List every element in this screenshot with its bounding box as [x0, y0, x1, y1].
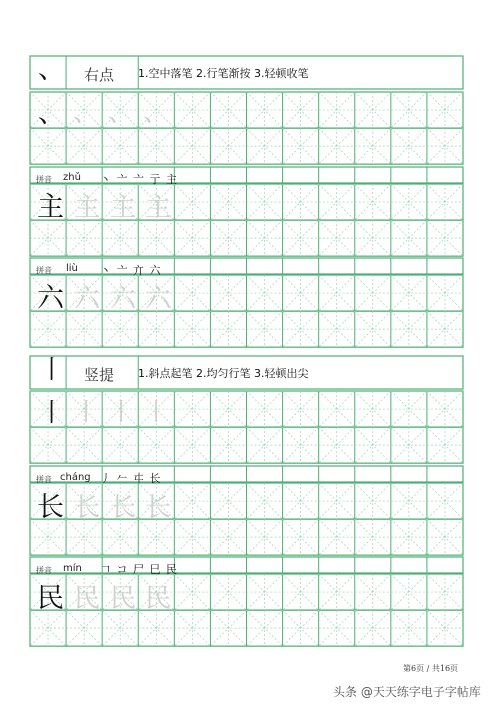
character-sample: 六: [37, 283, 64, 314]
stroke-order: 丶 亠 亣 六: [100, 264, 162, 277]
pinyin-label: 拼音: [36, 175, 52, 184]
character-sample: 长: [37, 492, 64, 523]
character-trace: 主: [145, 193, 172, 223]
character-trace: 主: [74, 193, 101, 223]
character-trace: 长: [145, 493, 172, 523]
character-trace: 六: [74, 284, 101, 314]
character-trace: 民: [110, 584, 137, 614]
pinyin: cháng: [60, 472, 91, 483]
stroke-name-2: 竖提: [84, 366, 115, 384]
character-trace: 长: [74, 493, 101, 523]
stroke-glyph-1: 、: [38, 54, 65, 85]
character-trace: 六: [145, 284, 172, 314]
character-trace: 主: [110, 193, 137, 223]
pinyin: zhǔ: [63, 172, 81, 183]
stroke-glyph-2: 〡: [38, 355, 65, 386]
character-sample: 民: [37, 583, 64, 614]
character-sample: 主: [37, 192, 64, 223]
stroke-sample-1: 、: [38, 98, 65, 129]
stroke-trace: 〡: [108, 398, 135, 428]
stroke-tips-1: 1.空中落笔 2.行笔渐按 3.轻顿收笔: [138, 67, 309, 80]
watermark: 头条 @天天练字电子字帖库: [333, 685, 481, 699]
character-trace: 六: [110, 284, 137, 314]
pinyin-label: 拼音: [36, 266, 52, 275]
stroke-trace: 、: [143, 98, 170, 128]
character-trace: 民: [145, 584, 172, 614]
stroke-trace: 〡: [73, 398, 100, 428]
stroke-order: 𠃍 コ 尸 巳 民: [100, 563, 178, 576]
stroke-trace: 、: [108, 98, 135, 128]
stroke-name-1: 右点: [84, 66, 115, 84]
stroke-order: 丿 𠂉 㐄 长: [100, 472, 162, 485]
stroke-trace: 、: [73, 98, 100, 128]
stroke-tips-2: 1.斜点起笔 2.均匀行笔 3.轻顿出尖: [138, 367, 309, 380]
stroke-sample-2: 〡: [38, 398, 65, 429]
stroke-trace: 〡: [143, 398, 170, 428]
stroke-order: 丶 亠 亠 亍 主: [100, 173, 178, 186]
character-trace: 长: [110, 493, 137, 523]
pinyin-label: 拼音: [36, 566, 52, 575]
pinyin: liù: [66, 263, 78, 274]
character-trace: 民: [74, 584, 101, 614]
page-indicator: 第6页 / 共16页: [403, 664, 459, 673]
pinyin: mín: [63, 563, 82, 574]
pinyin-label: 拼音: [36, 475, 52, 484]
